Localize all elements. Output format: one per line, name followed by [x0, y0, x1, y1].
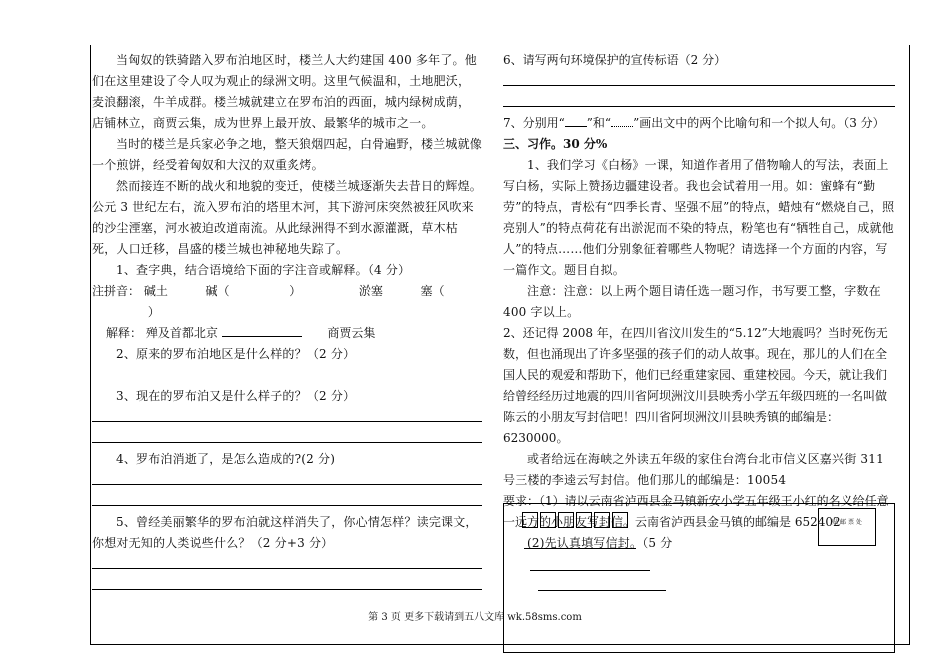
- zip-box[interactable]: [612, 512, 628, 528]
- pinyin-char-4: 塞（: [420, 284, 445, 298]
- pinyin-char-2-close: ）: [289, 284, 302, 298]
- explain-item-2: 商贾云集: [327, 326, 376, 340]
- zip-box[interactable]: [558, 512, 574, 528]
- address-line[interactable]: [524, 548, 636, 549]
- answer-line[interactable]: [92, 428, 482, 443]
- reading-paragraph-2: 当时的楼兰是兵家必争之地，整天狼烟四起，白骨遍野，楼兰城就像一个煎饼，经受着匈奴和大汉的双重炙烤。: [92, 137, 483, 172]
- sender-line[interactable]: [538, 590, 666, 591]
- page-footer: 第 3 页 更多下载请到五八文库 wk.58sms.com: [368, 612, 582, 623]
- question-1: 1、查字典，结合语境给下面的字注音或解释。（4 分）: [116, 263, 411, 277]
- stamp-box: 贴 邮 票 处: [818, 508, 876, 546]
- writing-section-header: 三、习作。30 分%: [503, 137, 608, 151]
- question-7: 7、分别用“ ”和“ ”画出文中的两个比喻句和一个拟人句。（3 分）: [503, 116, 885, 130]
- question-5: 5、曾经美丽繁华的罗布泊就这样消失了，你心情怎样？读完课文，你想对无知的人类说些什么？（2 分+3 分）: [92, 515, 478, 550]
- right-column: [503, 50, 895, 554]
- zip-box[interactable]: [576, 512, 592, 528]
- writing-requirement-1: 要求：（1）请以云南省泸西县金马镇新安小学五年级王小红的名义给任意一远方的小朋友写封信。云南省泸西县金马镇的邮编是 652402: [503, 494, 889, 529]
- explain-item-1: 殚及首都北京: [145, 326, 218, 340]
- writing-note: 注意：注意：以上两个题目请任选一题习作，书写要工整，字数在 400 字以上。: [503, 284, 881, 319]
- left-column: [92, 50, 482, 596]
- answer-blank[interactable]: [222, 324, 302, 337]
- recipient-line[interactable]: [530, 570, 650, 571]
- answer-space[interactable]: [92, 365, 482, 386]
- reading-paragraph-1: 当匈奴的铁骑踏入罗布泊地区时，楼兰人大约建国 400 多年了。他们在这里建设了令人叹为观止的绿洲文明。这里气候温和，土地肥沃，麦浪翻滚，牛羊成群。楼兰城就建立在罗布泊的西面，城内绿树成荫，店铺林立，商贾云集，成为世界上最开放、最繁华的城市之一。: [92, 53, 477, 130]
- explain-label: 解释：: [106, 326, 143, 340]
- question-3: 3、现在的罗布泊又是什么样子的？（2 分）: [116, 389, 356, 403]
- pinyin-label: 注拼音：: [92, 284, 141, 298]
- reading-paragraph-3: 然而接连不断的战火和地貌的变迁，使楼兰城逐渐失去昔日的辉煌。公元 3 世纪左右，流入罗布泊的塔里木河，其下游河床突然被狂风吹来的沙尘湮塞，河水被迫改道南流。从此绿洲得不到水源灌溉，草木枯死，人口迁移，昌盛的楼兰城也神秘地失踪了。: [92, 179, 483, 256]
- question-6: 6、请写两句环境保护的宣传标语（2 分）: [503, 53, 727, 67]
- answer-line[interactable]: [503, 92, 895, 107]
- answer-line[interactable]: [92, 575, 482, 590]
- writing-prompt-2: 2、还记得 2008 年，在四川省汶川发生的“5.12”大地震吗？当时死伤无数，但也涌现出了许多坚强的孩子们的动人故事。现在，那儿的人们在全国人民的观爱和帮助下，他们已经重建家园、重建校园。今天，就让我们给曾经经历过地震的四川省阿坝洲汶川县映秀小学五年级四班的一名叫做陈云的小朋友写封信吧！四川省阿坝洲汶川县映秀镇的邮编是：6230000。: [503, 326, 888, 445]
- pinyin-char-4-close: ）: [147, 305, 160, 319]
- question-2: 2、原来的罗布泊地区是什么样的？（2 分）: [116, 347, 356, 361]
- zip-box[interactable]: [522, 512, 538, 528]
- question-4: 4、罗布泊消逝了，是怎么造成的?(2 分): [116, 452, 336, 466]
- writing-prompt-3: 或者给远在海峡之外读五年级的家住台湾台北市信义区嘉兴街 311 号三楼的李逵云写封信。他们那儿的邮编是：10054: [503, 452, 884, 487]
- pinyin-char-3: 淤塞: [358, 284, 383, 298]
- writing-prompt-1: 1、我们学习《白杨》一课，知道作者用了借物喻人的写法，表面上写白杨，实际上赞扬边疆建设者。我也会试着用一用。如：蜜蜂有“勤劳”的特点，青松有“四季长青、坚强不屈”的特点，蜡烛有“燃烧自己，照亮别人”的特点荷花有出淤泥而不染的特点，粉笔也有“牺牲自己，成就他人”的特点……他们分别象征着哪些人物呢？请选择一个方面的内容，写一篇作文。题目自拟。: [503, 158, 895, 277]
- pinyin-char-2: 碱（: [205, 284, 230, 298]
- question-1-pinyin-row: [92, 281, 482, 323]
- answer-line[interactable]: [503, 71, 895, 86]
- envelope-form: [503, 503, 895, 653]
- pinyin-char-1: 碱土: [143, 284, 168, 298]
- answer-line[interactable]: [92, 491, 482, 506]
- answer-line[interactable]: [92, 470, 482, 485]
- answer-line[interactable]: [92, 554, 482, 569]
- zip-box[interactable]: [540, 512, 556, 528]
- question-1-explain-row: [92, 323, 482, 344]
- answer-line[interactable]: [92, 407, 482, 422]
- zip-box[interactable]: [594, 512, 610, 528]
- writing-requirement-2: (2)先认真填写信封。（5 分: [527, 536, 673, 550]
